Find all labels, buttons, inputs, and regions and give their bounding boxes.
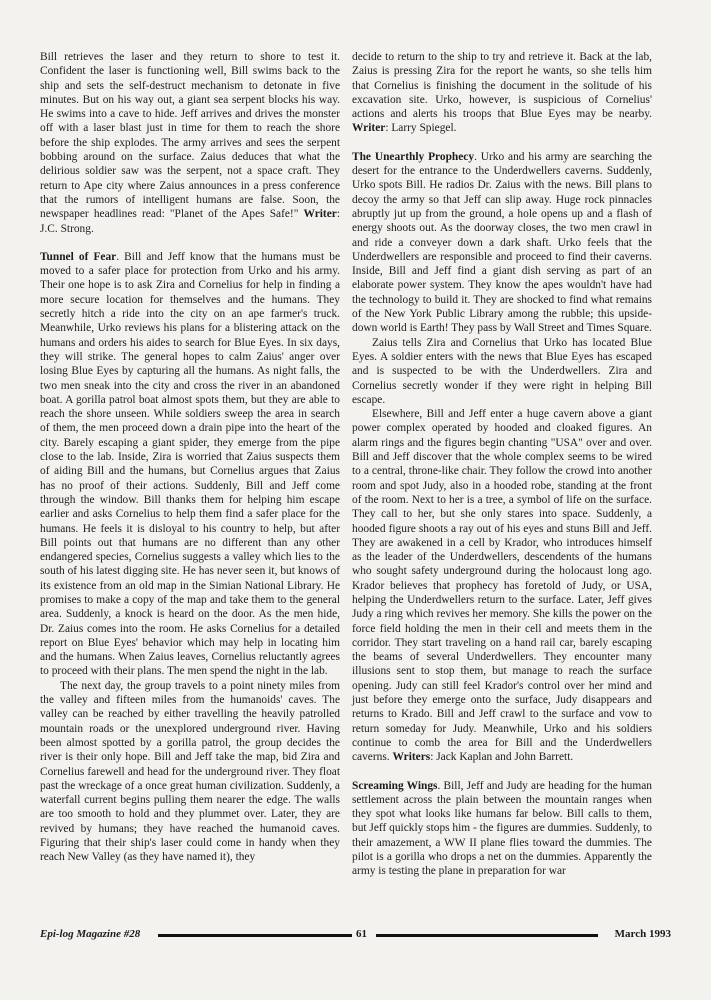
footer-rule — [158, 934, 352, 937]
paragraph — [40, 50, 340, 236]
writer-label: Writers — [392, 751, 431, 764]
writer-name: : Jack Kaplan and John Barrett. — [430, 751, 574, 764]
episode-title: Tunnel of Fear — [40, 250, 117, 263]
body-text: . Bill, Jeff and Judy are heading for the human settlement across the plain between the mountain ranges when they spot what looks like humans far below. Bill calls to them, but Jeff quickly stops him - the figures are dummies. Suddenly, to their amazement, a WW II plane flies toward the dummies. The pilot is a gorilla who drops a net on the dummies. Apparently the army is testing the plane in preparation for war — [352, 779, 652, 878]
paragraph — [352, 779, 652, 879]
writer-name: : Larry Spiegel. — [385, 122, 457, 135]
body-text: decide to return to the ship to try and retrieve it. Back at the lab, Zaius is pressing Zira for the report he wants, so she tells him that Cornelius is finishing the document in the solitude of his excavation site. Urko, however, is suspicious of Cornelius' actions and alerts his troops that Blue Eyes may be nearby. — [352, 51, 652, 121]
body-text: Zaius tells Zira and Cornelius that Urko has located Blue Eyes. A soldier enters with the news that Blue Eyes has escaped and is suspected to be with the Underdwellers. Zira and Cornelius secretly wonder if they were right in helping Bill escape. — [352, 336, 652, 406]
paragraph — [40, 679, 340, 865]
paragraph — [352, 150, 652, 336]
paragraph — [40, 250, 340, 679]
page-footer — [40, 928, 671, 942]
magazine-name: Epi-log Magazine #28 — [40, 928, 141, 940]
writer-label: Writer — [352, 122, 386, 135]
page-number: 61 — [356, 928, 367, 940]
right-column — [352, 50, 652, 879]
paragraph — [352, 50, 652, 136]
body-text: . Urko and his army are searching the desert for the entrance to the Underdwellers caverns. Suddenly, Urko spots Bill. He radios Dr. Zaius with the news. Bill plans to decoy the army so that Jeff can slip away. Huge rock pinnacles abruptly jut up from the ground, a hole opens up and a flash of energy shoots out. As the doorway closes, the two men crawl in and ride a conveyer down a dark shaft. Urko feels that the Underdwellers are responsible and proceed to find their caverns. Inside, Bill and Jeff find a giant dish serving as part of an elaborate power system. They know the apes wouldn't have had the technology to build it. They are shocked to find what remains of the New York Public Library among the rubble; this upside-down world is Earth! They pass by Wall Street and Times Square. — [352, 150, 652, 335]
body-text: The next day, the group travels to a point ninety miles from the valley and fifteen miles from the humanoids' caves. The valley can be reached by either travelling the heavily patrolled mountain roads or the unexplored underground river. Having been almost spotted by a gorilla patrol, the group decides the river is their only hope. Bill and Jeff take the map, bid Zira and Cornelius farewell and head for the underground river. They float past the wreckage of a once great human civilization. Suddenly, a waterfall current begins pulling them nearer the edge. The walls are too smooth to hold and they plummet over. Later, they are revived by humans; they have reached the humanoid caves. Figuring that their ship's laser could come in handy when they reach New Valley (as they have named it), they — [40, 679, 340, 864]
body-text: Bill retrieves the laser and they return to shore to test it. Confident the laser is functioning well, Bill swims back to the ship and sets the self-destruct mechanism to detonate in five minutes. But on his way out, a giant sea serpent blocks his way. He swims into a cave to hide. Jeff arrives and drives the monster off with a laser blast just in time for them to reach the shore before the ship explodes. The army arrives and sees the serpent bobbing around on the surface. Zaius deduces that what the delirious soldier saw was the serpent, not a space craft. They return to Ape city where Zaius announces in a press conference that the rumors of intelligent humans are false. Soon, the newspaper headlines read: "Planet of the Apes Safe!" — [40, 51, 340, 221]
issue-date: March 1993 — [614, 928, 671, 940]
writer-label: Writer — [303, 208, 337, 221]
body-text: . Bill and Jeff know that the humans must be moved to a safer place for protection from Urko and his army. Their one hope is to ask Zira and Cornelius for help in finding a more secure location for themselves and the humans. They secretly hitch a ride into the city on an ape farmer's truck. Meanwhile, Urko reviews his plans for a blistering attack on the humans and orders his aides to search for Blue Eyes. In six days, they will strike. The general hopes to calm Zaius' anger over losing Blue Eyes by capturing all the humans. As night falls, the two men sneak into the city and cross the river in an abandoned boat. A gorilla patrol boat almost spots them, but they are able to reach the shore unseen. While soldiers sweep the area in search of them, the men proceed down a drain pipe into the heart of the city. Barely escaping a giant spider, they emerge from the pipe close to the lab. Inside, Zira is worried that Zaius suspects them of aiding Bill and the humans, but Cornelius argues that Zaius has no proof of their actions. Suddenly, Bill and Jeff come through the window. Bill thanks them for helping him escape earlier and asks Cornelius to help them find a safer place for the humans. He feels it is disloyal to his country to help, but after Bill points out that humans are no different than any other endangered species, Cornelius suggests a valley which lies to the south of his latest digging site. He has never seen it, but knows of its existence from an old map in the Simian National Library. He promises to make a copy of the map and take them to the general area. Suddenly, a knock is heard on the door. As the men hide, Dr. Zaius comes into the room. He asks Cornelius for a detailed report on Blue Eyes' behavior which may help in locating him and the humans. When Zaius leaves, Cornelius reluctantly agrees to proceed with their plans. The men spend the night in the lab. — [40, 250, 341, 678]
footer-rule — [376, 934, 598, 937]
paragraph — [352, 407, 652, 764]
paragraph — [352, 336, 652, 407]
episode-title: The Unearthly Prophecy — [352, 150, 475, 163]
left-column — [40, 50, 340, 865]
body-text: Elsewhere, Bill and Jeff enter a huge cavern above a giant power complex operated by hooded and cloaked figures. An alarm rings and the figures begin chanting "USA" over and over. Bill and Jeff discover that the whole complex seems to be wired to a central, throne-like chair. They follow the crowd into another room and spot Judy, also in a hooded robe, standing at the front of the room. Next to her is a tree, a symbol of life on the surface. They call to her, but she only stares into space. Suddenly, a hooded figure shoots a ray out of his eyes and stuns Bill and Jeff. They are awakened in a cell by Krador, who introduces himself as the leader of the Underdwellers, descendents of the humans who sought safety underground during the holocaust long ago. Krador believes that prophecy has foretold of Judy, or USA, helping the Underdwellers return to the surface. Later, Jeff gives Judy a ring which revives her memory. She kills the power on the force field holding the men in their cell and meets them in the corridor. They start traveling on a hand rail car, barely escaping the beams of several Underdwellers. They encounter many illusions sent to stop them, but manage to reach the surface opening. Judy can still feel Krador's control over her mind and just before they emerge onto the surface, Judy disappears and returns to Krado. Bill and Jeff crawl to the surface and vow to return someday for Judy. Meanwhile, Urko and his soldiers continue to comb the area for Bill and the Underdwellers caverns. — [352, 408, 652, 764]
writer-name: : J.C. Strong. — [40, 208, 340, 235]
episode-title: Screaming Wings — [352, 779, 438, 792]
